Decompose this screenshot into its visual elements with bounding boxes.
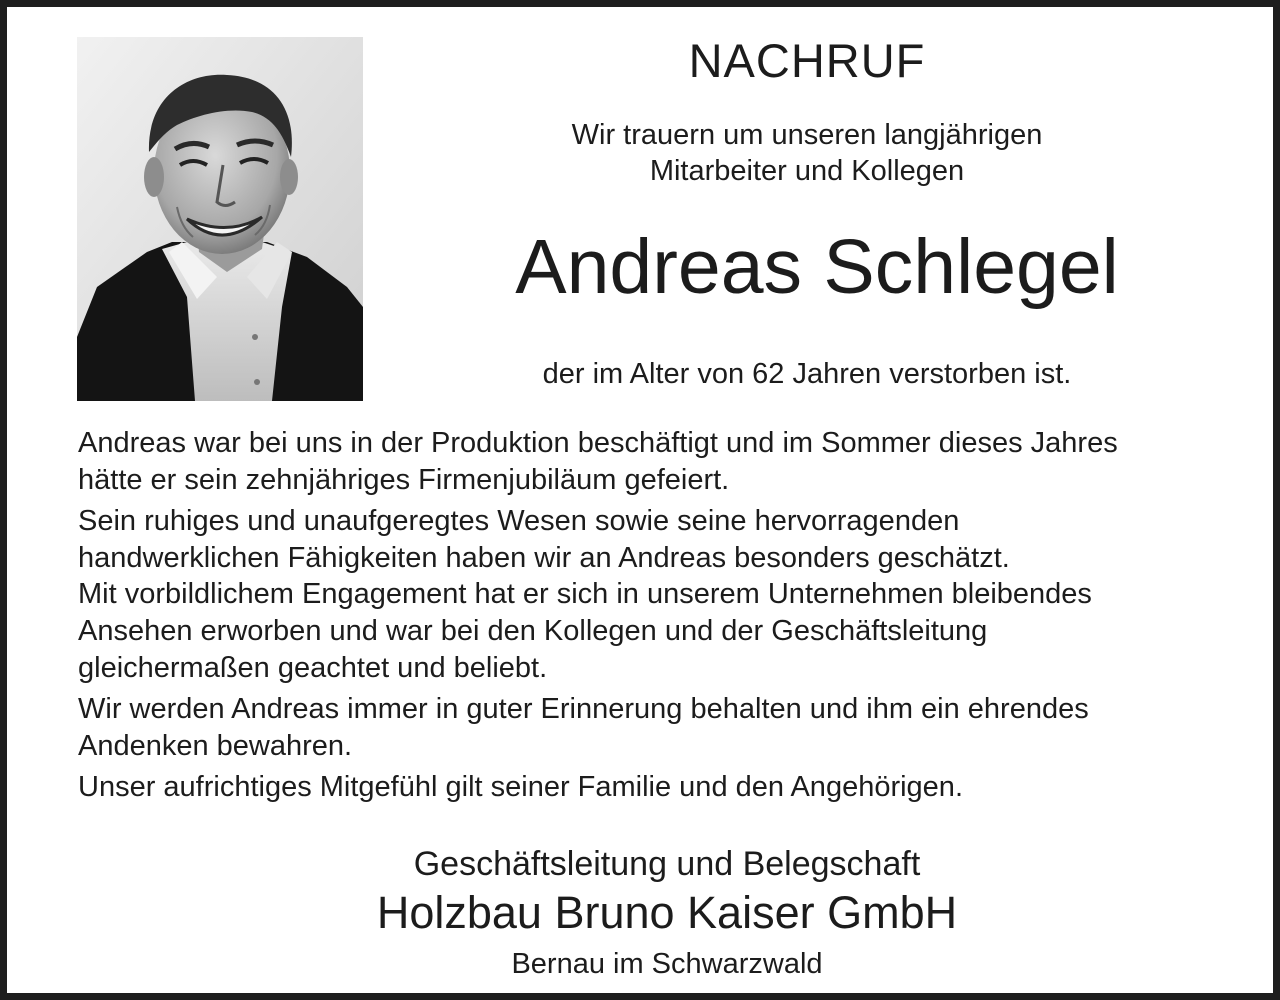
deceased-name: Andreas Schlegel <box>515 224 1119 310</box>
age-statement: der im Alter von 62 Jahren verstorben ist. <box>542 358 1072 390</box>
intro-line-1: Wir trauern um unseren langjährigen <box>571 119 1043 151</box>
body-paragraph-3: Wir werden Andreas immer in guter Erinnerung behalten und ihm ein ehrendes Andenken bewahren. <box>78 693 1089 762</box>
signature-place: Bernau im Schwarzwald <box>511 948 823 980</box>
intro-text <box>447 117 1167 189</box>
obituary-body <box>78 425 1263 811</box>
intro-line-2: Mitarbeiter und Kollegen <box>649 155 965 187</box>
body-paragraph-1: Andreas war bei uns in der Produktion beschäftigt und im Sommer dieses Jahres hätte er sein zehnjähriges Firmenjubiläum gefeiert. <box>78 427 1118 496</box>
portrait-photo <box>77 37 363 401</box>
body-paragraph-2: Sein ruhiges und unaufgeregtes Wesen sowie seine hervorragenden handwerklichen Fähigkeiten haben wir an Andreas besonders geschätzt. Mit vorbildlichem Engagement hat er sich in unserem Unternehmen bleibendes Ansehen erworben und war bei den Kollegen und der Geschäftsleitung gleichermaßen geachtet und beliebt. <box>78 505 1092 684</box>
signature-group: Geschäftsleitung und Belegschaft <box>413 845 921 883</box>
body-paragraph-4: Unser aufrichtiges Mitgefühl gilt seiner Familie und den Angehörigen. <box>78 771 963 804</box>
signature-company: Holzbau Bruno Kaiser GmbH <box>376 887 958 938</box>
notice-heading: NACHRUF <box>688 34 926 87</box>
